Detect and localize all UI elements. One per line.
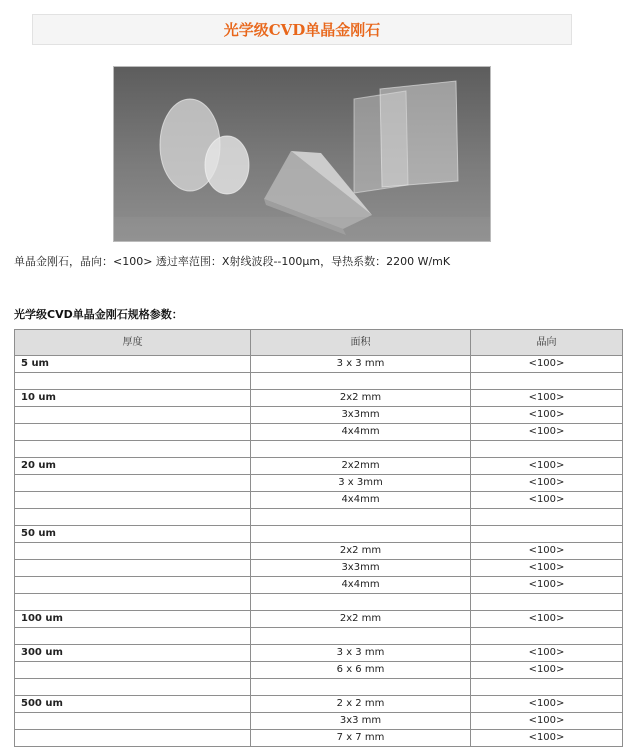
cell-thickness: 500 um — [15, 696, 251, 713]
header-area: 面积 — [251, 330, 471, 356]
cell-orientation: <100> — [471, 560, 623, 577]
cell-thickness: 300 um — [15, 645, 251, 662]
cell-thickness — [15, 577, 251, 594]
cell-thickness — [15, 662, 251, 679]
table-row — [15, 543, 623, 560]
cell-area: 4x4mm — [251, 424, 471, 441]
cell-orientation — [471, 679, 623, 696]
cell-area — [251, 526, 471, 543]
cell-orientation: <100> — [471, 611, 623, 628]
cell-area — [251, 373, 471, 390]
cell-area — [251, 441, 471, 458]
cell-thickness — [15, 713, 251, 730]
cell-thickness — [15, 730, 251, 747]
spec-table — [14, 329, 623, 747]
cell-area: 2x2 mm — [251, 390, 471, 407]
cell-area — [251, 509, 471, 526]
table-row — [15, 730, 623, 747]
cell-thickness: 100 um — [15, 611, 251, 628]
page-title: 光学级CVD单晶金刚石 — [223, 21, 381, 39]
table-row — [15, 526, 623, 543]
cell-thickness — [15, 679, 251, 696]
cell-thickness: 5 um — [15, 356, 251, 373]
cell-thickness — [15, 475, 251, 492]
table-row — [15, 356, 623, 373]
cell-orientation: <100> — [471, 390, 623, 407]
cell-orientation: <100> — [471, 543, 623, 560]
cell-orientation — [471, 526, 623, 543]
cell-area — [251, 679, 471, 696]
table-row — [15, 560, 623, 577]
table-row — [15, 628, 623, 645]
spec-heading: 光学级CVD单晶金刚石规格参数： — [14, 308, 183, 321]
cell-area: 4x4mm — [251, 492, 471, 509]
header-orientation: 晶向 — [471, 330, 623, 356]
cell-area: 2x2 mm — [251, 611, 471, 628]
cell-orientation: <100> — [471, 577, 623, 594]
cell-orientation: <100> — [471, 645, 623, 662]
product-description: 单晶金刚石，晶向：<100> 透过率范围：X射线波段--100μm，导热系数：2200 W/mK — [14, 255, 451, 268]
cell-thickness — [15, 509, 251, 526]
table-row — [15, 441, 623, 458]
table-row — [15, 645, 623, 662]
product-photo — [113, 66, 491, 242]
cell-orientation: <100> — [471, 356, 623, 373]
cell-area — [251, 594, 471, 611]
cell-thickness: 20 um — [15, 458, 251, 475]
cell-area: 2x2mm — [251, 458, 471, 475]
cell-orientation: <100> — [471, 458, 623, 475]
cell-orientation — [471, 594, 623, 611]
cell-orientation: <100> — [471, 730, 623, 747]
cell-area: 4x4mm — [251, 577, 471, 594]
cell-area: 2 x 2 mm — [251, 696, 471, 713]
cell-area: 3 x 3mm — [251, 475, 471, 492]
cell-area: 3 x 3 mm — [251, 645, 471, 662]
cell-area — [251, 628, 471, 645]
cell-orientation: <100> — [471, 475, 623, 492]
table-row — [15, 407, 623, 424]
table-row — [15, 475, 623, 492]
cell-thickness — [15, 492, 251, 509]
cell-thickness — [15, 424, 251, 441]
table-row — [15, 509, 623, 526]
cell-orientation: <100> — [471, 713, 623, 730]
cell-orientation: <100> — [471, 424, 623, 441]
cell-orientation: <100> — [471, 492, 623, 509]
cell-orientation: <100> — [471, 696, 623, 713]
table-row — [15, 696, 623, 713]
cell-thickness — [15, 543, 251, 560]
table-row — [15, 390, 623, 407]
cell-area: 2x2 mm — [251, 543, 471, 560]
cell-area: 3 x 3 mm — [251, 356, 471, 373]
table-row — [15, 424, 623, 441]
table-row — [15, 373, 623, 390]
cell-area: 6 x 6 mm — [251, 662, 471, 679]
cell-orientation: <100> — [471, 407, 623, 424]
table-row — [15, 594, 623, 611]
cell-orientation: <100> — [471, 662, 623, 679]
table-row — [15, 492, 623, 509]
table-row — [15, 662, 623, 679]
product-photo-illustration — [114, 67, 490, 241]
table-row — [15, 679, 623, 696]
cell-orientation — [471, 509, 623, 526]
cell-orientation — [471, 628, 623, 645]
table-row — [15, 577, 623, 594]
cell-orientation — [471, 373, 623, 390]
spec-table-header — [15, 330, 623, 356]
cell-thickness — [15, 441, 251, 458]
cell-thickness: 10 um — [15, 390, 251, 407]
table-row — [15, 611, 623, 628]
cell-area: 3x3mm — [251, 407, 471, 424]
cell-thickness — [15, 628, 251, 645]
cell-area: 3x3mm — [251, 560, 471, 577]
cell-thickness — [15, 560, 251, 577]
table-row — [15, 458, 623, 475]
cell-thickness: 50 um — [15, 526, 251, 543]
header-thickness: 厚度 — [15, 330, 251, 356]
cell-thickness — [15, 407, 251, 424]
cell-thickness — [15, 373, 251, 390]
table-row — [15, 713, 623, 730]
title-bar — [32, 14, 572, 45]
cell-thickness — [15, 594, 251, 611]
cell-area: 3x3 mm — [251, 713, 471, 730]
cell-orientation — [471, 441, 623, 458]
cell-area: 7 x 7 mm — [251, 730, 471, 747]
